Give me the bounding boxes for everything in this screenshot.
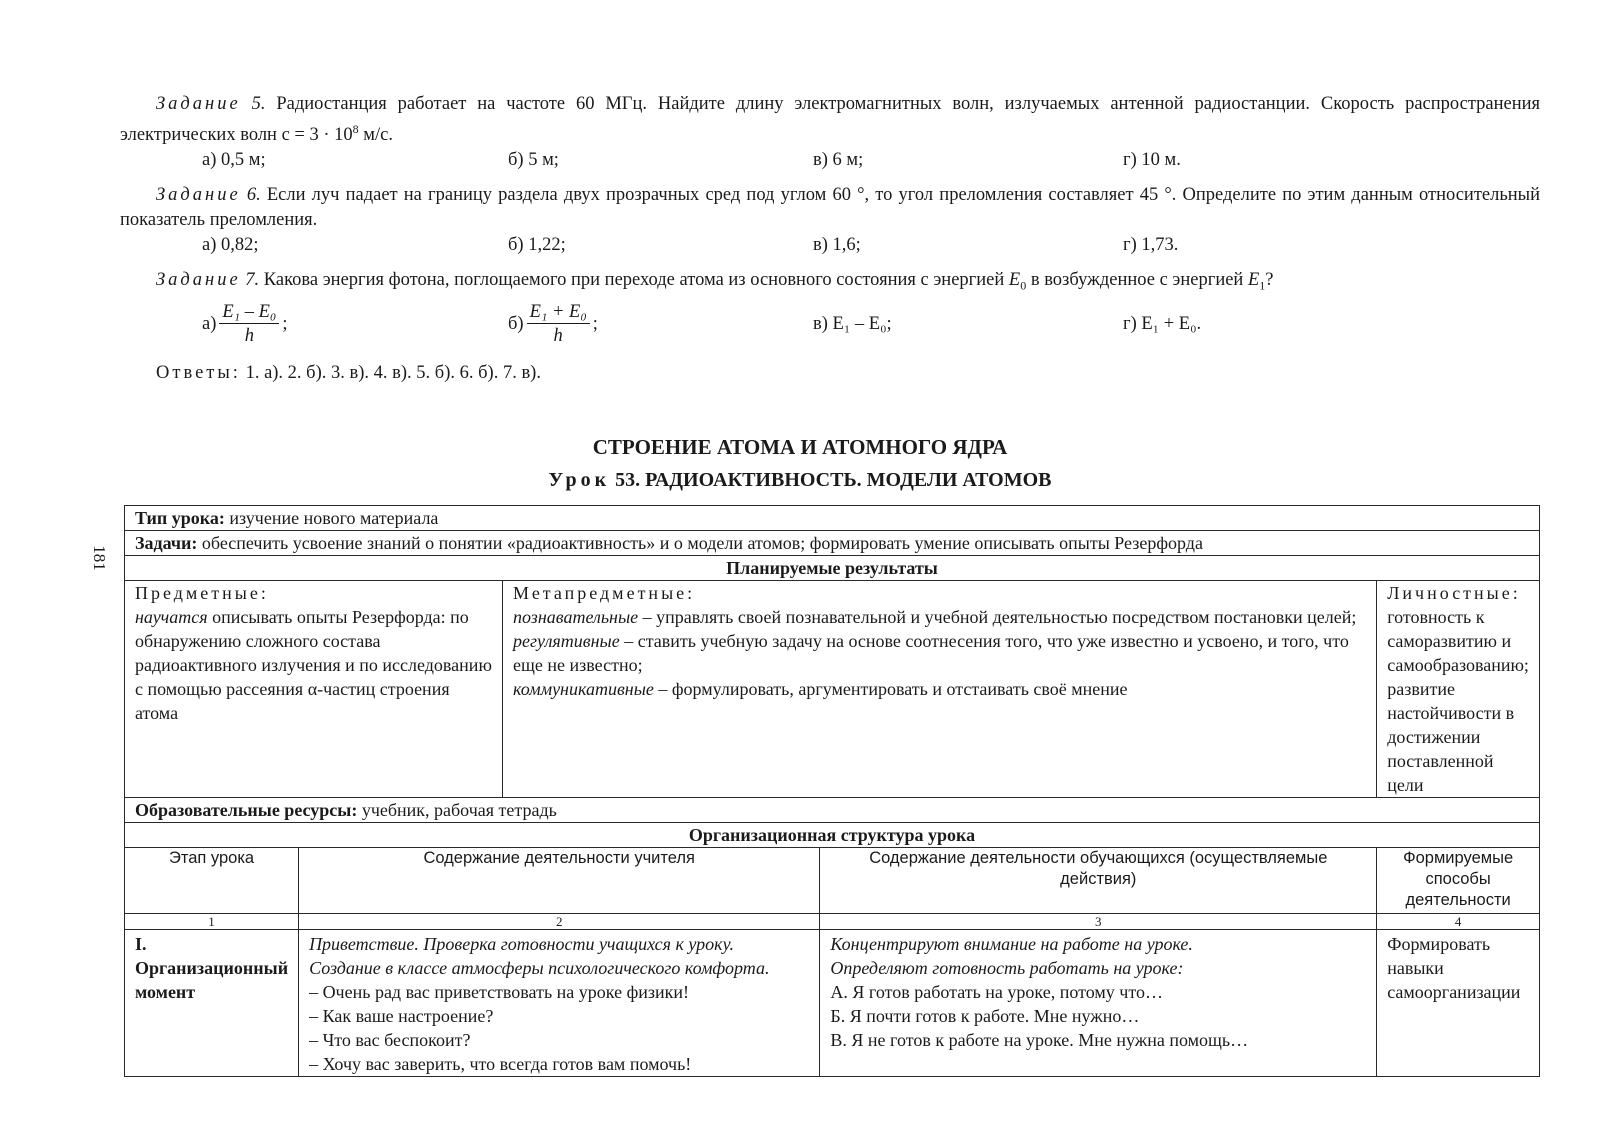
exponent: 8 [352,122,359,136]
task-text: Какова энергия фотона, поглощаемого при переходе атома из основного состояния с энергией [263,270,1009,291]
option-prefix: а) [202,314,217,335]
subject-title: Предметные: [135,583,269,603]
teacher-line: – Как ваше настроение? [309,1006,494,1026]
regulatory-lead: регулятивные [513,631,620,651]
meta-title: Метапредметные: [513,583,696,603]
student-intro: Определяют готовность работать на уроке: [830,958,1184,978]
meta-results [503,581,1377,798]
tasks-block [120,92,1540,386]
objectives-value: обеспечить усвоение знаний о понятии «радиоактивность» и о модели атомов; формировать умение описывать опыты Резерфорда [201,533,1203,553]
subscript: 1 [1259,278,1266,293]
task-text-tail: м/с. [358,125,393,146]
task-number: 6. [246,185,261,206]
results-header: Планируемые результаты [125,556,1540,581]
option-b: б) 1,22; [508,235,566,256]
teacher-line: – Что вас беспокоит? [309,1030,471,1050]
student-cell [820,930,1377,1077]
task-text: Если луч падает на границу раздела двух прозрачных сред под углом 60 °, то угол преломления составляет 45 °. Определите по этим данным относительный показатель преломления. [120,185,1541,231]
answer-options [120,148,1540,173]
task-text: в возбужденное с энергией [1026,270,1248,291]
personal-text: готовность к саморазвитию и самообразованию; развитие настойчивости в достижении поставленной цели [1387,607,1529,795]
type-label: Тип урока: [135,508,225,528]
energy-symbol: E [1247,270,1260,291]
resources-label: Образовательные ресурсы: [135,800,358,820]
cognitive-text: – управлять своей познавательной и учебной деятельностью посредством постановки целей; [638,607,1357,627]
denominator: h [244,326,254,347]
column-header: Этап урока [125,848,299,914]
communicative-lead: коммуникативные [513,679,654,699]
column-header: Формируемые способы деятельности [1377,848,1540,914]
lesson-word: Урок [548,469,611,491]
option-c: в) E₁ – E₀; [813,314,892,335]
cognitive-lead: познавательные [513,607,639,627]
column-number-row [125,914,1540,930]
lesson-name: 53. РАДИОАКТИВНОСТЬ. МОДЕЛИ АТОМОВ [615,469,1052,491]
subscript: 0 [1020,278,1027,293]
numerator: E₁ + E₀ [527,301,590,324]
resources-row [125,798,1540,823]
structure-header: Организационная структура урока [125,823,1540,848]
energy-symbol: E [1008,270,1021,291]
answers-line [120,361,1540,386]
student-line: Б. Я почти готов к работе. Мне нужно… [830,1006,1140,1026]
separator: ; [282,314,288,335]
option-c: в) 1,6; [813,235,861,256]
option-d: г) E₁ + E₀. [1123,314,1202,335]
type-row [125,506,1540,531]
task-label: Задание [156,270,241,291]
option-c: в) 6 м; [813,150,864,171]
teacher-line: – Хочу вас заверить, что всегда готов вам помочь! [309,1054,692,1074]
task-number: 7. [245,270,260,291]
section-title: СТРОЕНИЕ АТОМА И АТОМНОГО ЯДРА [592,435,1008,459]
column-number: 1 [125,914,299,930]
results-header-row [125,556,1540,581]
fraction [527,301,590,348]
separator: ; [592,314,598,335]
page-number: 181 [89,545,109,571]
option-a: а) 0,5 м; [202,150,266,171]
task-label: Задание [156,185,241,206]
subject-text: описывать опыты Резерфорда: по обнаружению сложного состава радиоактивного излучения и по исследованию с помощью рассеяния α-частиц строения атома [135,607,492,723]
fraction [219,301,279,348]
objectives-label: Задачи: [135,533,198,553]
option-a: а) 0,82; [202,235,259,256]
teacher-line: – Очень рад вас приветствовать на уроке физики! [309,982,689,1002]
column-header-row [125,848,1540,914]
skills-cell: Формировать навыки самоорганизации [1377,930,1540,1077]
task-5 [120,92,1540,173]
answers-text: 1. а). 2. б). 3. в). 4. в). 5. б). 6. б). 7. в). [245,362,541,383]
student-line: А. Я готов работать на уроке, потому что… [830,982,1163,1002]
task-number: 5. [251,94,266,114]
structure-header-row [125,823,1540,848]
resources-value: учебник, рабочая тетрадь [361,800,557,820]
task-6 [120,183,1540,258]
communicative-text: – формулировать, аргументировать и отстаивать своё мнение [653,679,1128,699]
column-number: 2 [299,914,820,930]
type-value: изучение нового материала [229,508,439,528]
column-number: 3 [820,914,1377,930]
student-intro: Концентрируют внимание на работе на уроке. [830,934,1193,954]
answer-options [120,299,1540,351]
objectives-row [125,531,1540,556]
option-b: б) 5 м; [508,150,559,171]
numerator: E₁ – E₀ [219,301,279,324]
personal-title: Личностные: [1387,583,1521,603]
column-header: Содержание деятельности обучающихся (осуществляемые действия) [820,848,1377,914]
table-row [125,930,1540,1077]
lesson-plan-table [124,505,1540,1077]
results-row [125,581,1540,798]
option-d: г) 1,73. [1123,235,1179,256]
task-text: ? [1265,270,1274,291]
task-7 [120,268,1540,351]
task-text: Радиостанция работает на частоте 60 МГц. Найдите длину электромагнитных волн, излучаемых антенной радиостанции. Скорость распространения электрических волн c = 3 · 10 [120,94,1541,146]
option-prefix: б) [508,314,524,335]
denominator: h [553,326,563,347]
option-a [202,299,287,351]
column-number: 4 [1377,914,1540,930]
teacher-cell [299,930,820,1077]
personal-results [1377,581,1540,798]
option-d: г) 10 м. [1123,150,1181,171]
stage-cell: I. Организационный момент [125,930,299,1077]
answer-options [120,233,1540,258]
column-header: Содержание деятельности учителя [299,848,820,914]
lesson-title [0,469,1600,492]
task-label: Задание [156,94,241,114]
subject-lead: научатся [135,607,208,627]
option-b [508,299,598,351]
teacher-intro: Приветствие. Проверка готовности учащихся к уроку. Создание в классе атмосферы психологического комфорта. [309,934,770,978]
answers-label: Ответы: [156,362,241,383]
subject-results [125,581,503,798]
regulatory-text: – ставить учебную задачу на основе соотнесения того, что уже известно и усвоено, и того, что еще не известно; [513,631,1349,675]
student-line: В. Я не готов к работе на уроке. Мне нужна помощь… [830,1030,1249,1050]
